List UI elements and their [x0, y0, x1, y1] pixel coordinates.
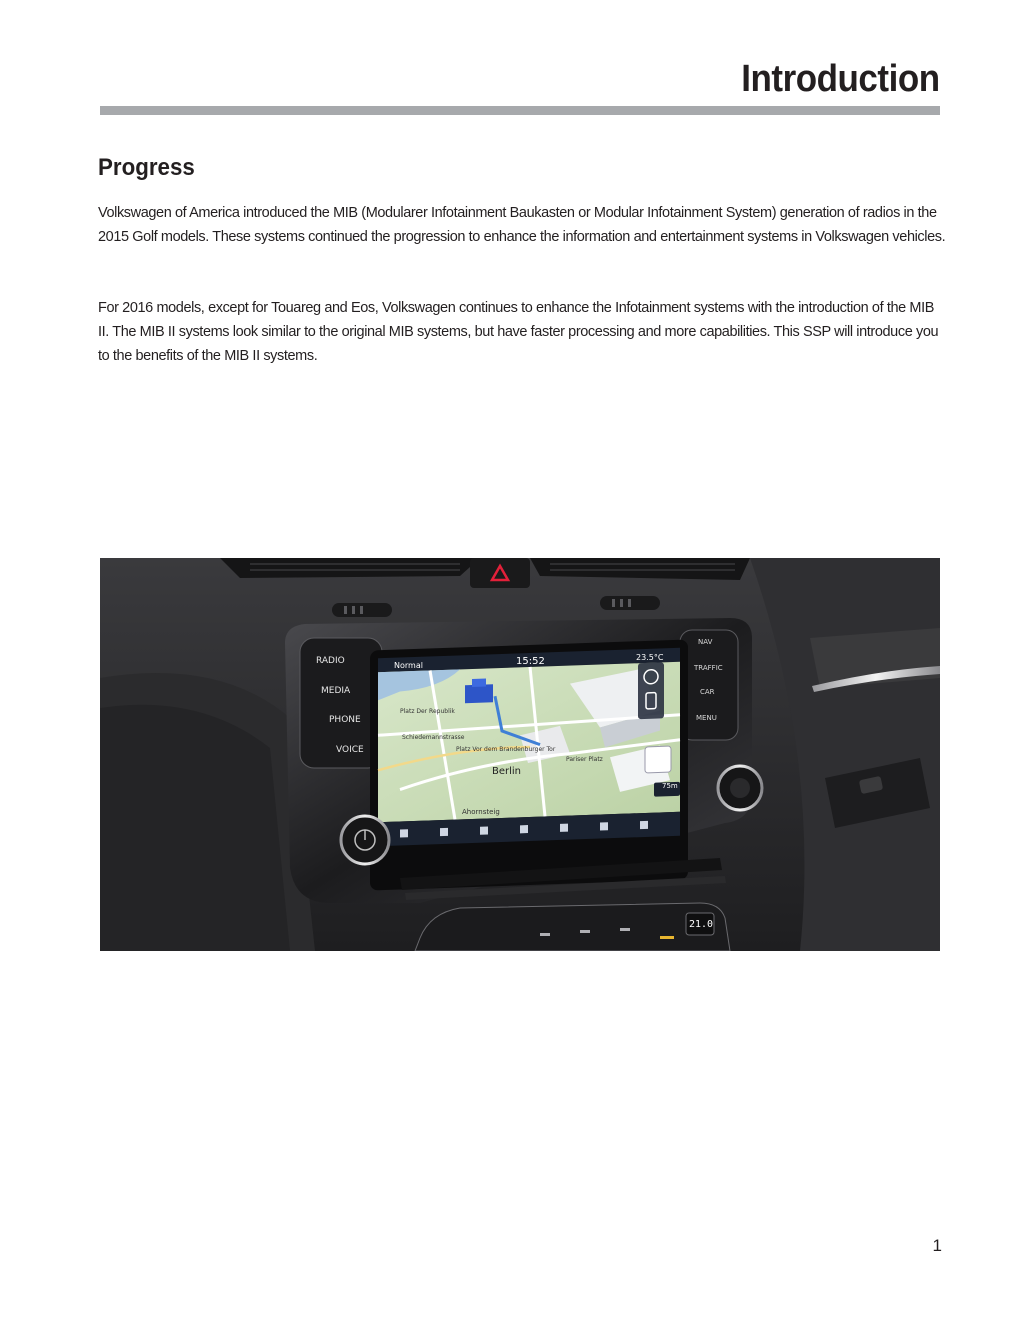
voice-button: VOICE — [336, 745, 364, 755]
map-street-label: Ahornsteig — [462, 808, 500, 816]
chapter-title: Introduction — [741, 58, 940, 100]
radio-button: RADIO — [316, 656, 345, 666]
map-street-label: Pariser Platz — [566, 756, 603, 763]
title-rule — [100, 106, 940, 115]
nav-mode-label: Normal — [394, 661, 423, 670]
map-street-label: Platz Vor dem Brandenburger Tor — [456, 746, 556, 753]
car-button: CAR — [700, 688, 715, 696]
page-number: 1 — [932, 1236, 942, 1255]
clock: 15:52 — [516, 656, 545, 667]
nav-button: NAV — [698, 638, 713, 646]
paragraph-mib-intro: Volkswagen of America introduced the MIB (Modularer Infotainment Baukasten or Modular Infotainment System) generation of radios in the 2015 Golf models. These systems continued the progression to enhance the information and entertainment systems in Volkswagen vehicles. — [98, 205, 946, 245]
map-street-label: Platz Der Republik — [400, 708, 455, 715]
map-street-label: Schiedemannstrasse — [402, 734, 465, 741]
phone-button: PHONE — [329, 715, 361, 725]
temperature: 23.5°C — [636, 653, 664, 662]
paragraph-mib-ii: For 2016 models, except for Touareg and Eos, Volkswagen continues to enhance the Infotainment systems with the introduction of the MIB II. The MIB II systems look similar to the original MIB systems, but have faster processing and more capabilities. This SSP will introduce you to the benefits of the MIB II systems. — [98, 300, 939, 364]
left-button-panel — [312, 652, 372, 770]
map-scale-label: 75m — [662, 782, 678, 790]
infotainment-photo — [100, 558, 940, 951]
map-city-label: Berlin — [492, 766, 522, 777]
screen-status-bar — [380, 653, 680, 674]
menu-button: MENU — [696, 714, 717, 722]
climate-display: 21.0 — [689, 919, 714, 930]
media-button: MEDIA — [321, 686, 351, 696]
traffic-button: TRAFFIC — [694, 664, 723, 672]
section-heading: Progress — [98, 154, 195, 181]
right-button-panel — [688, 634, 738, 734]
